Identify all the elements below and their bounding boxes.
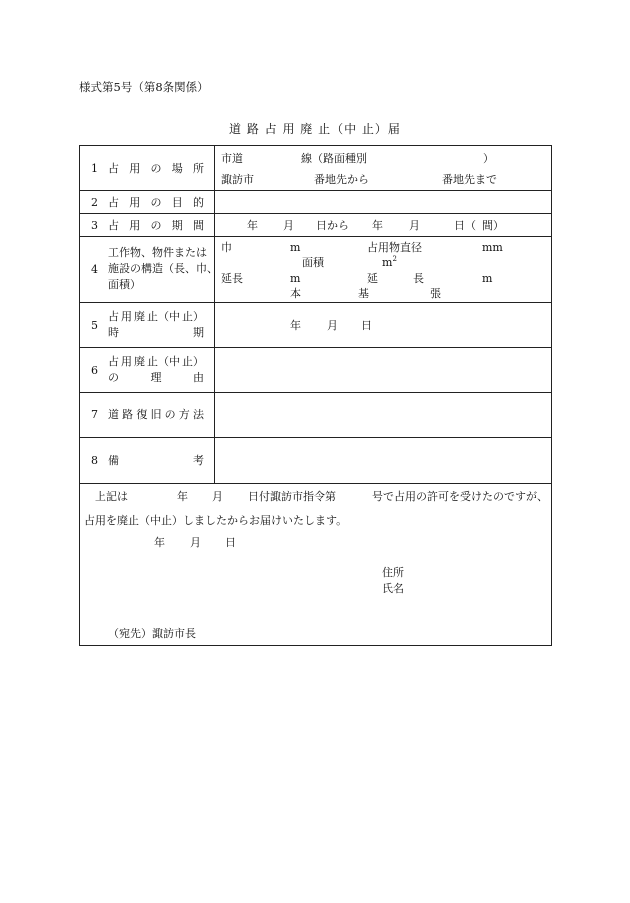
period-day-from: 日から bbox=[316, 219, 349, 232]
row-divider bbox=[80, 437, 551, 438]
label-period: 占 用 の 期 間 bbox=[108, 219, 204, 232]
period-duration: 間） bbox=[482, 219, 504, 232]
field-city-road: 市道 bbox=[221, 152, 243, 165]
row-number: 6 bbox=[91, 364, 98, 377]
label-restoration-method: 道 路 復 旧 の 方 法 bbox=[108, 408, 204, 421]
addressee: （宛先）諏訪市長 bbox=[108, 627, 196, 640]
row-number: 7 bbox=[91, 408, 98, 421]
statement-permit-ref: 日付諏訪市指令第 bbox=[248, 490, 336, 503]
label-purpose: 占 用 の 目 的 bbox=[108, 196, 204, 209]
label-structure: 施設の構造（長、巾、 bbox=[108, 262, 218, 275]
row-divider bbox=[80, 213, 551, 214]
row-divider bbox=[80, 347, 551, 348]
column-divider bbox=[214, 146, 215, 483]
field-width: 巾 bbox=[221, 241, 232, 254]
label-structure: 工作物、物件または bbox=[108, 246, 207, 259]
unit-m2: $m^2$ bbox=[382, 255, 397, 269]
statement-intro: 上記は bbox=[95, 490, 128, 503]
row-divider bbox=[80, 302, 551, 303]
field-area: 面積 bbox=[302, 256, 324, 269]
period-day-open: 日（ bbox=[454, 219, 476, 232]
unit-mm: mm bbox=[482, 241, 503, 254]
submission-month: 月 bbox=[190, 536, 201, 549]
submission-day: 日 bbox=[225, 536, 236, 549]
statement-body: 占用を廃止（中止）しましたからお届けいたします。 bbox=[84, 514, 348, 527]
form-reference: 様式第5号（第8条関係） bbox=[79, 80, 209, 94]
period-month: 月 bbox=[283, 219, 294, 232]
submission-year: 年 bbox=[154, 536, 165, 549]
row-number: 2 bbox=[91, 196, 98, 209]
row-number: 5 bbox=[91, 319, 98, 332]
field-road-surface-type: 線（路面種別 bbox=[301, 152, 367, 165]
field-extension: 長 bbox=[413, 272, 424, 285]
unit-m: m bbox=[290, 241, 301, 254]
count-units: 基 bbox=[358, 287, 369, 300]
period-year: 年 bbox=[247, 219, 258, 232]
row-divider bbox=[80, 483, 551, 484]
unit-m: m bbox=[290, 272, 301, 285]
field-diameter: 占用物直径 bbox=[367, 241, 422, 254]
label-cessation-reason: 占 用 廃 止（中 止） bbox=[108, 355, 204, 368]
cessation-day: 日 bbox=[361, 319, 372, 332]
field-address-from: 番地先から bbox=[314, 173, 369, 186]
label-structure: 面積） bbox=[108, 278, 141, 291]
field-extension: 延 bbox=[367, 272, 378, 285]
row-divider bbox=[80, 392, 551, 393]
count-sheets: 張 bbox=[430, 287, 441, 300]
row-number: 3 bbox=[91, 219, 98, 232]
field-city: 諏訪市 bbox=[221, 173, 254, 186]
document-title: 道 路 占 用 廃 止（中 止）届 bbox=[229, 122, 401, 136]
row-number: 8 bbox=[91, 454, 98, 467]
form-table bbox=[79, 145, 552, 646]
row-number: 4 bbox=[91, 263, 98, 276]
field-length: 延長 bbox=[221, 272, 243, 285]
cessation-month: 月 bbox=[327, 319, 338, 332]
field-address-to: 番地先まで bbox=[442, 173, 497, 186]
label-cessation-time: 時 期 bbox=[108, 326, 204, 339]
statement-permit-text: 号で占用の許可を受けたのですが、 bbox=[372, 490, 548, 503]
statement-month: 月 bbox=[212, 490, 223, 503]
label-location: 占 用 の 場 所 bbox=[108, 162, 204, 175]
label-cessation-time: 占 用 廃 止（中 止） bbox=[108, 310, 204, 323]
cessation-year: 年 bbox=[290, 319, 301, 332]
paren-close: ） bbox=[483, 152, 494, 165]
period-year: 年 bbox=[372, 219, 383, 232]
applicant-address-label: 住所 bbox=[382, 566, 404, 579]
statement-year: 年 bbox=[177, 490, 188, 503]
row-number: 1 bbox=[91, 162, 98, 175]
label-remarks: 備 考 bbox=[108, 454, 204, 467]
row-divider bbox=[80, 190, 551, 191]
period-month: 月 bbox=[409, 219, 420, 232]
count-pieces: 本 bbox=[290, 287, 301, 300]
applicant-name-label: 氏名 bbox=[382, 582, 404, 595]
unit-m: m bbox=[482, 272, 493, 285]
row-divider bbox=[80, 236, 551, 237]
label-cessation-reason: の 理 由 bbox=[108, 371, 204, 384]
